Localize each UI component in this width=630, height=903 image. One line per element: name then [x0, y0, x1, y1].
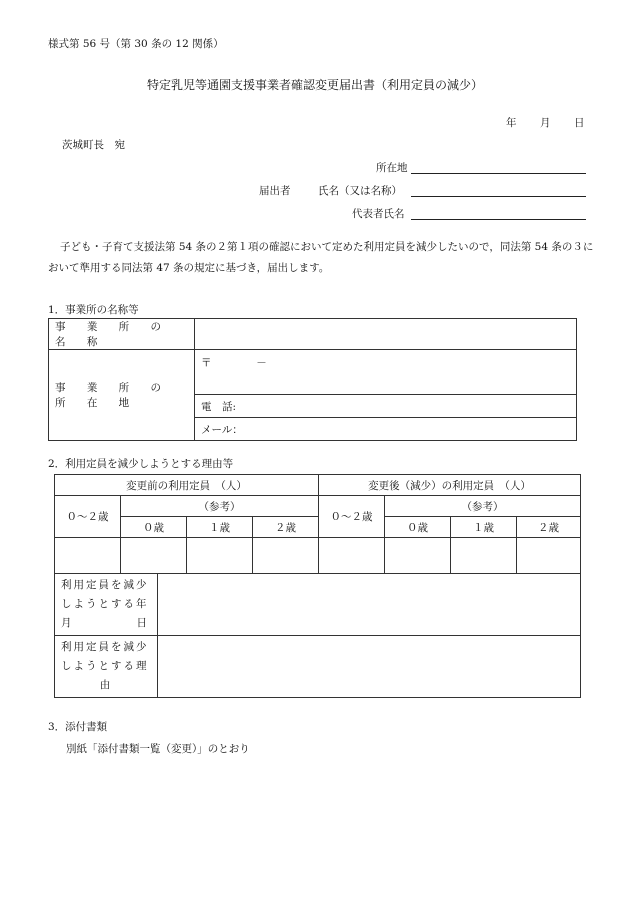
- addressee: 茨城町長 宛: [62, 139, 125, 151]
- representative-label: 代表者氏名: [352, 208, 405, 220]
- section2-heading: 2．利用定員を減少しようとする理由等: [48, 458, 234, 470]
- reason-label-line1: 利用定員を減少: [61, 641, 149, 653]
- date-year-label: 年: [506, 117, 517, 129]
- before-capacity-header: 変更前の利用定員 （人）: [55, 475, 319, 496]
- body-paragraph: 子ども・子育て支援法第 54 条の２第１項の確認において定めた利用定員を減少したいので，同法第 54 条の３において準用する同法第 47 条の規定に基づき，届出します。: [48, 241, 594, 274]
- before-age2-cell[interactable]: [253, 538, 319, 574]
- change-date-label-day: 日: [136, 617, 149, 629]
- postal-mark: 〒: [201, 357, 212, 369]
- before-col-0to2: ０～２歳: [55, 496, 121, 538]
- before-reference-label: （参考）: [121, 496, 319, 517]
- form-number: 様式第 56 号（第 30 条の 12 関係）: [48, 38, 224, 50]
- page-title: 特定乳児等通園支援事業者確認変更届出書（利用定員の減少）: [146, 78, 483, 92]
- after-age2-cell[interactable]: [517, 538, 581, 574]
- applicant-role-label: 届出者: [259, 185, 291, 197]
- phone-label: 電 話:: [201, 400, 237, 413]
- reason-field[interactable]: [158, 636, 581, 698]
- facility-name-field[interactable]: [195, 319, 577, 350]
- after-age1-cell[interactable]: [451, 538, 517, 574]
- reason-label: [55, 636, 158, 698]
- representative-line[interactable]: [411, 219, 586, 220]
- before-0to2-cell[interactable]: [55, 538, 121, 574]
- before-age0-cell[interactable]: [121, 538, 187, 574]
- email-field[interactable]: [195, 418, 577, 441]
- section3-heading: 3．添付書類: [48, 721, 108, 733]
- before-col-age2: ２歳: [253, 517, 319, 538]
- reason-label-line3: 由: [99, 679, 113, 691]
- postal-dash: －: [256, 357, 267, 369]
- after-col-age2: ２歳: [517, 517, 581, 538]
- before-col-age0: ０歳: [121, 517, 187, 538]
- change-date-label-month: 月: [61, 617, 74, 629]
- name-label: 氏名（又は名称）: [318, 185, 402, 197]
- address-line[interactable]: [411, 173, 586, 174]
- reason-label-line2: しようとする理: [61, 660, 149, 672]
- change-date-label-line2: しようとする年: [61, 598, 149, 610]
- after-reference-label: （参考）: [385, 496, 581, 517]
- before-age1-cell[interactable]: [187, 538, 253, 574]
- after-capacity-header: 変更後（減少）の利用定員 （人）: [319, 475, 581, 496]
- phone-field[interactable]: [195, 395, 577, 418]
- after-0to2-cell[interactable]: [319, 538, 385, 574]
- before-col-age1: １歳: [187, 517, 253, 538]
- after-col-0to2: ０～２歳: [319, 496, 385, 538]
- change-date-label: [55, 574, 158, 636]
- section1-heading: 1．事業所の名称等: [48, 304, 139, 316]
- facility-location-label: 事 業 所 の 所 在 地: [49, 350, 195, 441]
- facility-table: [48, 318, 577, 441]
- date-month-label: 月: [540, 117, 551, 129]
- after-age0-cell[interactable]: [385, 538, 451, 574]
- change-date-field[interactable]: [158, 574, 581, 636]
- after-col-age0: ０歳: [385, 517, 451, 538]
- after-col-age1: １歳: [451, 517, 517, 538]
- attachments-text: 別紙「添付書類一覧（変更）」のとおり: [66, 743, 250, 755]
- facility-name-label: 事 業 所 の 名 称: [49, 319, 195, 350]
- name-line[interactable]: [411, 196, 586, 197]
- email-label: メール：: [201, 423, 243, 436]
- change-date-label-line1: 利用定員を減少: [61, 579, 149, 591]
- capacity-table: [54, 474, 581, 698]
- date-day-label: 日: [574, 117, 585, 129]
- postal-address-field[interactable]: [195, 350, 577, 395]
- address-label: 所在地: [376, 162, 408, 174]
